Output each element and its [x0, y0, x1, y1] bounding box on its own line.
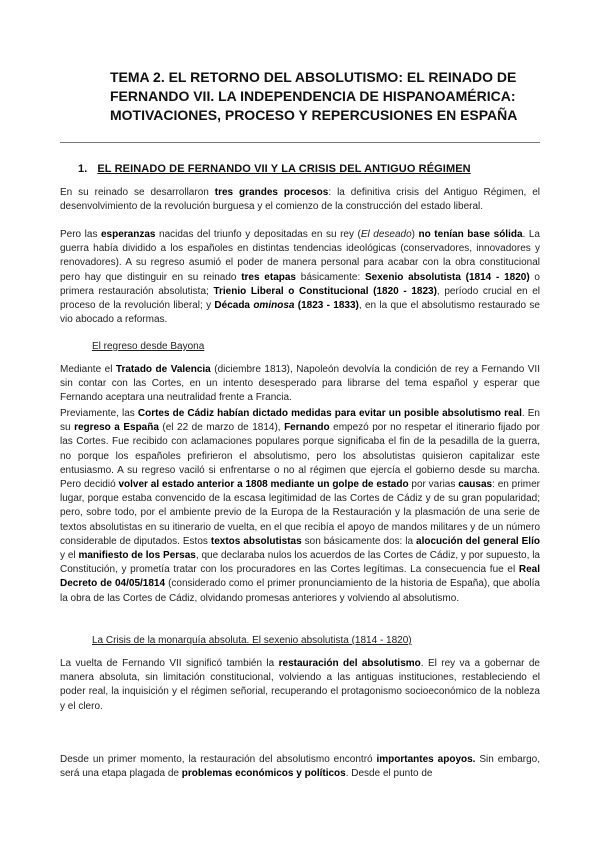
- section-heading: [78, 163, 471, 175]
- paragraph: [60, 228, 540, 327]
- text-run: básicamente:: [296, 271, 365, 283]
- bold-run: causas: [458, 479, 493, 491]
- subsection-heading: La Crisis de la monarquía absoluta. El sexenio absolutista (1814 - 1820): [92, 635, 412, 646]
- section-title: EL REINADO DE FERNANDO VII Y LA CRISIS DEL ANTIGUO RÉGIMEN: [97, 163, 471, 175]
- bold-run: Sexenio absolutista (1814 - 1820): [365, 271, 530, 283]
- bold-run: Cortes de Cádiz habían dictado medidas para evitar un posible absolutismo real: [137, 408, 522, 419]
- document-title: TEMA 2. EL RETORNO DEL ABSOLUTISMO: EL REINADO DE FERNANDO VII. LA INDEPENDENCIA DE HISPANOAMÉRICA: MOTIVACIONES, PROCESO Y REPERCUSIONES EN ESPAÑA: [110, 69, 518, 123]
- bold-run: problemas económicos y políticos: [181, 768, 346, 780]
- text-run: por varias: [408, 479, 459, 491]
- bold-run: tres grandes procesos: [214, 187, 329, 198]
- text-run: En su reinado se desarrollaron: [60, 187, 215, 198]
- text-run: y el: [60, 550, 79, 562]
- text-run: o primera restauración absolutista;: [60, 271, 540, 297]
- title-divider: [60, 142, 540, 143]
- bold-run: Década: [214, 300, 254, 312]
- text-run: , que declaraba nulos los acuerdos de las Cortes de Cádiz, y por supuesto, la Constitución, y prometía tratar con los procuradores en las Cortes legítimas. La consecuencia fue el: [60, 550, 540, 576]
- bold-run: Fernando: [284, 422, 330, 434]
- bold-run: no tenían base sólida: [418, 229, 523, 240]
- text-run: . Desde el punto de: [345, 768, 433, 780]
- paragraph: [60, 407, 540, 606]
- text-run: . La guerra había dividido a los españoles en distintas tendencias ideológicas (conservadores, innovadores y renovadores). A su regreso asumió el poder de manera personal para acabar con la obra constitucional pero hay que distinguir en su reinado: [60, 229, 540, 283]
- bold-run: manifiesto de los Persas: [78, 550, 196, 562]
- text-run: . El rey va a gobernar de manera absoluta, sin limitación constitucional, volviendo a las antiguas instituciones, restableciendo el poder real, la inquisición y el régimen señorial, recuperando el protagonismo socioeconómico de la nobleza y el clero.: [60, 658, 540, 712]
- bold-run: (1823 - 1833): [294, 300, 359, 312]
- section-number: 1.: [78, 163, 88, 175]
- bold-run: tres etapas: [241, 271, 296, 283]
- bold-run: esperanzas: [101, 229, 156, 240]
- text-run: nacidas del triunfo y depositadas en su rey (: [155, 229, 361, 240]
- text-run: La vuelta de Fernando VII significó también la: [60, 658, 279, 669]
- paragraph: [60, 363, 540, 406]
- bold-run: Trienio Liberal o Constitucional (1820 - 1823): [213, 285, 437, 297]
- text-run: Sin embargo, será una etapa plagada de: [60, 754, 540, 780]
- text-run: ): [411, 229, 419, 240]
- paragraph: [60, 657, 540, 714]
- bold-run: ominosa: [253, 300, 295, 312]
- bold-run: restauración del absolutismo: [278, 658, 421, 669]
- text-run: , período crucial en el proceso de la revolución liberal; y: [60, 285, 540, 312]
- bold-run: regreso a España: [74, 422, 159, 434]
- bold-run: Real Decreto de 04/05/1814: [60, 564, 540, 590]
- bold-run: alocución del general Elío: [416, 535, 540, 547]
- bold-run: volver al estado anterior a 1808 mediante un golpe de estado: [118, 479, 409, 491]
- text-run: (considerado como el primer pronunciamiento de la historia de España), que abolía la obra de las Cortes de Cádiz, olvidando promesas anteriores y volviendo al absolutismo.: [60, 578, 540, 604]
- text-run: , en la que el absolutismo restaurado se vio abocado a reformas.: [60, 300, 540, 326]
- text-run: Previamente, las: [60, 408, 138, 419]
- text-run: (el 22 de marzo de 1814),: [158, 422, 285, 434]
- bold-run: importantes apoyos.: [376, 754, 476, 765]
- text-run: : en primer lugar, porque estaba convencido de la escasa legitimidad de las Cortes de Cádiz y de su gran popularidad; pero, sobre todo, por el ambiente previo de la Europa de la Restauración y la plasmación de una serie de textos absolutistas en su itinerario de vuelta, en el que recibía el apoyo de mandos militares y de un número considerable de diputados. Estos: [60, 479, 541, 547]
- text-run: Pero las: [60, 229, 101, 240]
- text-run: : la definitiva crisis del Antiguo Régimen, el desenvolvimiento de la revolución burguesa y el comienzo de la construcción del estado liberal.: [60, 187, 541, 213]
- text-run: (diciembre 1813), Napoleón devolvía la condición de rey a Fernando VII sin contar con las Cortes, en un intento desesperado para librarse del tema español y esperar que Fernando aceptara una neutralidad frente a Francia.: [60, 364, 540, 404]
- italic-run: El deseado: [360, 229, 412, 240]
- text-run: Mediante el: [60, 364, 116, 375]
- subsection-heading: El regreso desde Bayona: [92, 341, 205, 352]
- paragraph: [60, 753, 540, 781]
- text-run: son básicamente dos: la: [301, 535, 417, 547]
- bold-run: textos absolutistas: [210, 535, 302, 547]
- text-run: Desde un primer momento, la restauración del absolutismo encontró: [60, 754, 377, 765]
- bold-run: Tratado de Valencia: [115, 364, 211, 375]
- text-run: empezó por no respetar el itinerario fijado por las Cortes. Fue recibido con aclamaciones populares porque significaba el fin de la pesadilla de la guerra, no porque los españoles prefirieron el absolutismo, pero los absolutistas quisieron capitalizar este entusiasmo. A su regreso vaciló si enfrentarse o no al régimen que ejercía el gobierno desde su marcha. Pero decidió: [60, 422, 540, 491]
- paragraph: [60, 186, 540, 214]
- text-run: . En su: [60, 408, 540, 434]
